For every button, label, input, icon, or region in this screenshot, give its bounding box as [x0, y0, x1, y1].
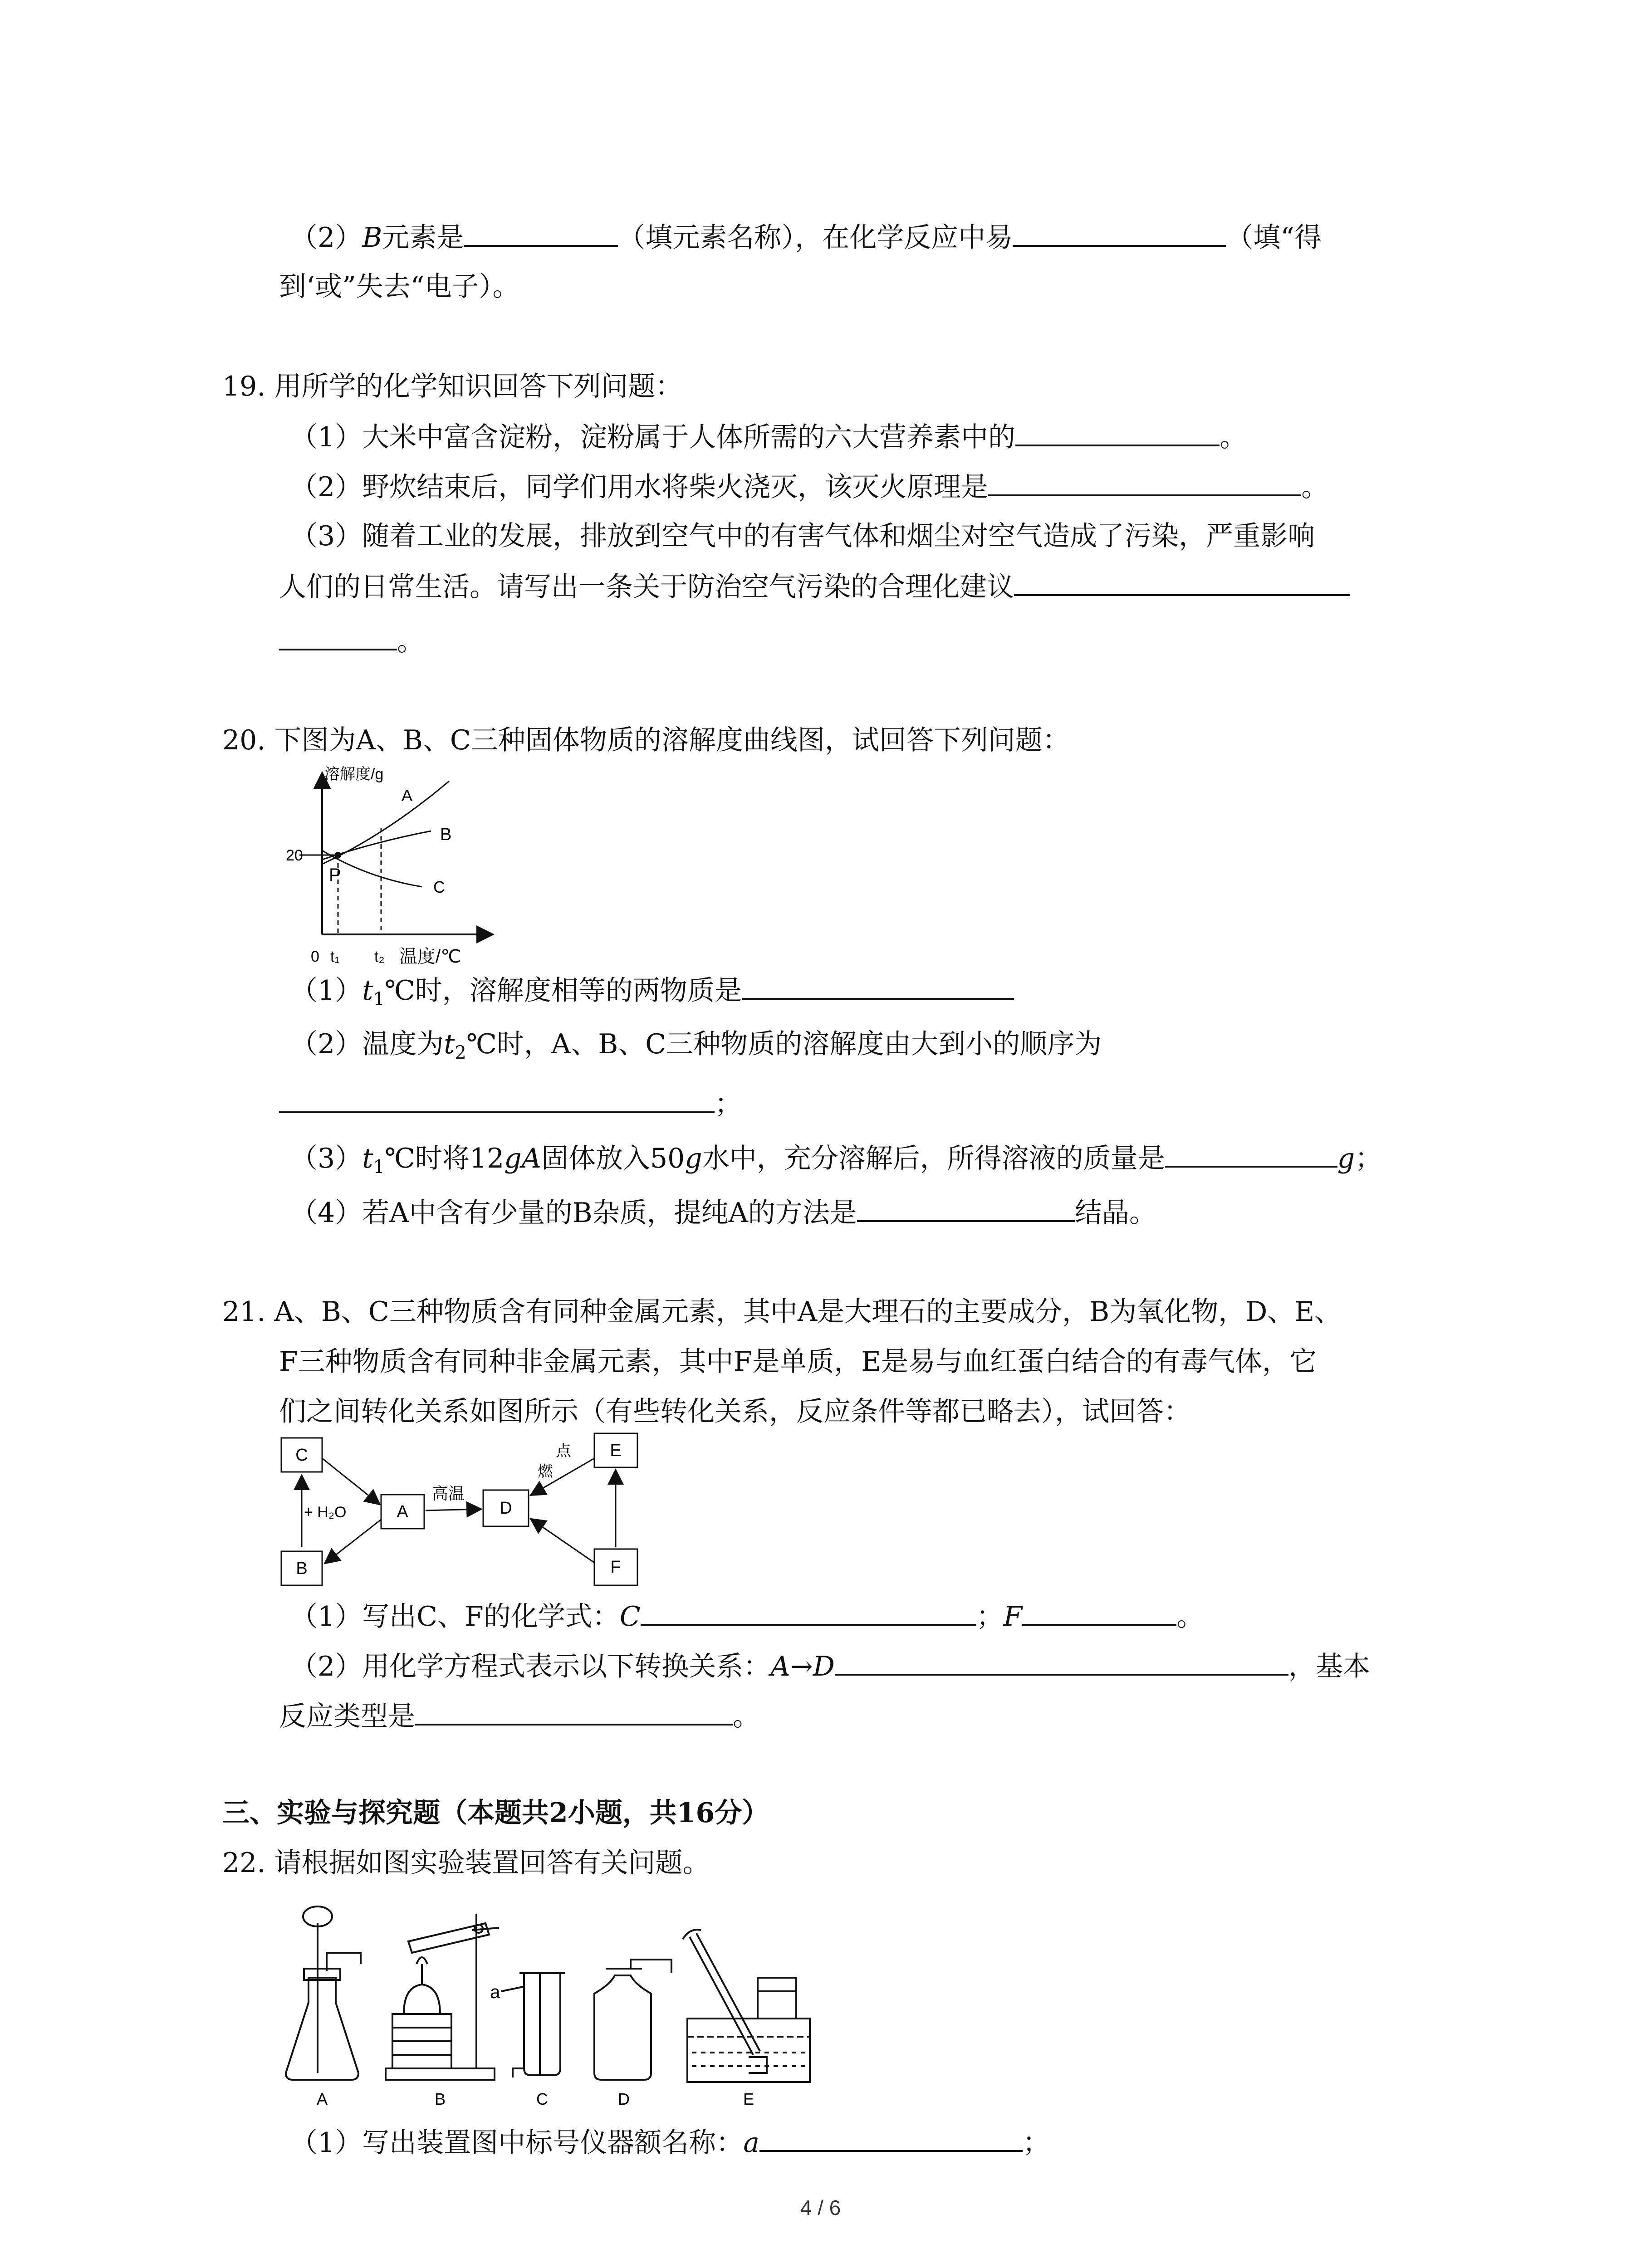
- q20-part3: [290, 1139, 1382, 1186]
- q22-p1-a: a: [743, 2127, 759, 2159]
- q20-p2-sub: 2: [455, 1042, 466, 1063]
- graph-origin: 0: [311, 948, 319, 965]
- q19-blank-3a[interactable]: [1014, 567, 1350, 596]
- apparatus-b: [386, 1914, 499, 2080]
- q20-p3-end: ；: [1355, 1143, 1382, 1174]
- q21-p2-end: 。: [733, 1701, 760, 1732]
- apparatus-label-a: A: [316, 2090, 328, 2108]
- q18-text-3: （填“得: [1226, 222, 1322, 254]
- node-d-label: D: [500, 1499, 512, 1518]
- q22-blank-a[interactable]: [759, 2123, 1023, 2152]
- intersection-point-p: [335, 852, 341, 858]
- q20-p2-text: ℃时，A、B、C三种物质的溶解度由大到小的顺序为: [466, 1028, 1102, 1060]
- q20-stem: [222, 721, 1070, 759]
- node-a-label: A: [397, 1502, 408, 1521]
- q21-blank-c[interactable]: [641, 1597, 976, 1626]
- q21-p1-c: C: [619, 1601, 641, 1633]
- apparatus-label-c: C: [536, 2090, 548, 2108]
- q20-part1: [290, 971, 1014, 1018]
- solubility-curve-graph: [272, 762, 508, 971]
- q20-part2: [290, 1025, 1102, 1072]
- q21-stem-line1: [222, 1293, 1342, 1331]
- graph-label-c: C: [433, 878, 445, 896]
- q21-p1-text: （1）写出C、F的化学式：: [290, 1601, 620, 1633]
- q20-blank-2[interactable]: [279, 1084, 715, 1113]
- q20-blank-3[interactable]: [1165, 1139, 1337, 1168]
- graph-label-p: P: [329, 865, 341, 885]
- q21-stem-line3: [279, 1393, 1191, 1431]
- q22-stem: [222, 1844, 710, 1882]
- graph-label-b: B: [440, 825, 452, 844]
- q18-part2-line1: [290, 218, 1322, 257]
- q19-part2: [290, 467, 1328, 506]
- label-ran: 燃: [538, 1463, 553, 1480]
- q20-p3-text-3: 水中，充分溶解后，所得溶液的质量是: [702, 1143, 1165, 1174]
- instrument-label-a: a: [490, 1982, 500, 2002]
- q18-part2-line2: [279, 268, 519, 306]
- q21-blank-equation[interactable]: [835, 1647, 1288, 1676]
- graph-label-a: A: [402, 786, 413, 805]
- q21-part2-line1: [290, 1647, 1370, 1686]
- q21-part1: [290, 1597, 1204, 1636]
- graph-tick-t2: t₂: [374, 948, 385, 965]
- q20-blank-4[interactable]: [857, 1193, 1075, 1222]
- graph-xlabel: 温度/℃: [399, 947, 461, 967]
- q21-p2-text-2: ，基本: [1288, 1651, 1370, 1682]
- q20-p3-unit-1: gA: [504, 1143, 541, 1174]
- q18-blank-element-name[interactable]: [464, 218, 618, 247]
- arrow-a-to-d: [426, 1509, 480, 1510]
- q20-p2-label: （2）温度为: [290, 1028, 444, 1060]
- q21-p1-end: 。: [1176, 1601, 1204, 1633]
- label-dian: 点: [556, 1442, 571, 1460]
- q18-element-letter: B: [362, 222, 382, 254]
- q19-blank-2[interactable]: [988, 467, 1301, 496]
- q19-p1-text: （1）大米中富含淀粉，淀粉属于人体所需的六大营养素中的: [290, 421, 1016, 453]
- arrow-a-to-b: [326, 1520, 381, 1563]
- node-c-label: C: [295, 1446, 308, 1465]
- q20-p2-end: ；: [715, 1088, 742, 1120]
- q19-p2-text: （2）野炊结束后，同学们用水将柴火浇灭，该灭火原理是: [290, 471, 989, 503]
- q21-blank-f[interactable]: [1022, 1597, 1176, 1626]
- q21-p2-ad: A→D: [770, 1651, 835, 1682]
- apparatus-label-e: E: [743, 2090, 754, 2108]
- q19-p2-end: 。: [1301, 471, 1329, 503]
- q20-p3-label: （3）: [290, 1143, 362, 1174]
- node-e-label: E: [610, 1441, 622, 1460]
- q20-p3-t: t: [362, 1143, 373, 1174]
- q19-part3-line1: [290, 517, 1315, 555]
- q20-p3-sub: 1: [373, 1157, 385, 1178]
- q19-p1-end: 。: [1220, 421, 1247, 453]
- page-number: 4 / 6: [800, 2196, 841, 2219]
- graph-tick-t1: t₁: [330, 948, 340, 965]
- q22-p1-end: ；: [1022, 2127, 1050, 2159]
- graph-ylabel: 溶解度/g: [324, 766, 384, 783]
- q20-p1-label: （1）: [290, 975, 362, 1007]
- q20-part2-answer: [279, 1084, 742, 1123]
- arrow-c-to-a: [322, 1458, 379, 1504]
- q19-stem: [222, 367, 683, 406]
- q18-text-2: （填元素名称），在化学反应中易: [618, 222, 1013, 254]
- q21-text-1: 21. A、B、C三种物质含有同种金属元素，其中A是大理石的主要成分，B为氧化物，D、E、: [222, 1296, 1342, 1328]
- apparatus-label-b: B: [434, 2090, 446, 2108]
- q21-blank-reaction-type[interactable]: [415, 1696, 733, 1725]
- q19-stem-text: 19. 用所学的化学知识回答下列问题：: [222, 371, 683, 402]
- apparatus-e: [683, 1930, 810, 2082]
- node-f-label: F: [610, 1558, 621, 1577]
- label-h2o: + H₂O: [304, 1504, 347, 1521]
- apparatus-label-d: D: [618, 2090, 630, 2108]
- q21-p1-f: F: [1003, 1601, 1023, 1633]
- q20-p2-t: t: [444, 1028, 455, 1060]
- q19-blank-3b[interactable]: [279, 621, 397, 650]
- graph-tick-20: 20: [286, 847, 303, 864]
- q19-p3-text-2: 人们的日常生活。请写出一条关于防治空气污染的合理化建议: [279, 571, 1014, 603]
- q20-p3-text-1: ℃时将12: [384, 1143, 505, 1174]
- apparatus-a: [286, 1906, 361, 2080]
- q20-p1-sub: 1: [373, 989, 385, 1010]
- q18-part2-label: （2）: [290, 222, 362, 254]
- q21-text-3: 们之间转化关系如图所示（有些转化关系，反应条件等都已略去），试回答：: [279, 1396, 1191, 1427]
- node-b-label: B: [296, 1559, 308, 1578]
- q20-blank-1[interactable]: [742, 971, 1014, 1000]
- apparatus-d: [594, 1960, 671, 2080]
- q19-part3-line2: [279, 567, 1350, 606]
- q20-p4-text: （4）若A中含有少量的B杂质，提纯A的方法是: [290, 1197, 857, 1229]
- q20-p3-unit-3: g: [1337, 1143, 1355, 1174]
- q19-part3-line3: [279, 621, 424, 660]
- curve-a: [322, 781, 452, 864]
- q18-text-1: 元素是: [382, 222, 464, 254]
- q20-part4: [290, 1193, 1156, 1232]
- q19-p3-end: 。: [397, 626, 424, 657]
- section3-title: [222, 1794, 769, 1832]
- q20-p1-t: t: [362, 975, 373, 1007]
- q20-stem-text: 20. 下图为A、B、C三种固体物质的溶解度曲线图，试回答下列问题：: [222, 724, 1070, 756]
- q19-blank-1[interactable]: [1015, 417, 1220, 446]
- q19-part1: [290, 417, 1247, 456]
- apparatus-c: [501, 1973, 565, 2077]
- q22-stem-text: 22. 请根据如图实验装置回答有关问题。: [222, 1847, 710, 1879]
- q18-text-4: 到‘或”失去“电子）。: [279, 271, 520, 303]
- q21-p1-sep: ；: [976, 1601, 1004, 1633]
- conversion-diagram: [277, 1431, 649, 1599]
- q21-part2-line2: [279, 1696, 760, 1735]
- label-high-temp: 高温: [432, 1484, 465, 1503]
- q21-text-2: F三种物质含有同种非金属元素，其中F是单质，E是易与血红蛋白结合的有毒气体，它: [279, 1346, 1317, 1378]
- lab-apparatus-figure: [272, 1896, 907, 2114]
- arrow-f-to-d: [532, 1520, 594, 1563]
- section3-title-text: 三、实验与探究题（本题共2小题，共16分）: [222, 1797, 769, 1829]
- q22-part1: [290, 2123, 1050, 2162]
- q18-blank-electron[interactable]: [1013, 218, 1226, 247]
- q20-p3-unit-2: g: [685, 1143, 702, 1174]
- q19-p3-text-1: （3）随着工业的发展，排放到空气中的有害气体和烟尘对空气造成了污染，严重影响: [290, 520, 1315, 552]
- q21-p2-text-3: 反应类型是: [279, 1701, 415, 1732]
- q20-p4-end: 结晶。: [1074, 1197, 1156, 1229]
- q21-stem-line2: [279, 1343, 1317, 1381]
- q21-p2-text: （2）用化学方程式表示以下转换关系：: [290, 1651, 771, 1682]
- q22-p1-text: （1）写出装置图中标号仪器额名称：: [290, 2127, 744, 2159]
- q20-p3-text-2: 固体放入50: [541, 1143, 685, 1174]
- q20-p1-text: ℃时，溶解度相等的两物质是: [384, 975, 742, 1007]
